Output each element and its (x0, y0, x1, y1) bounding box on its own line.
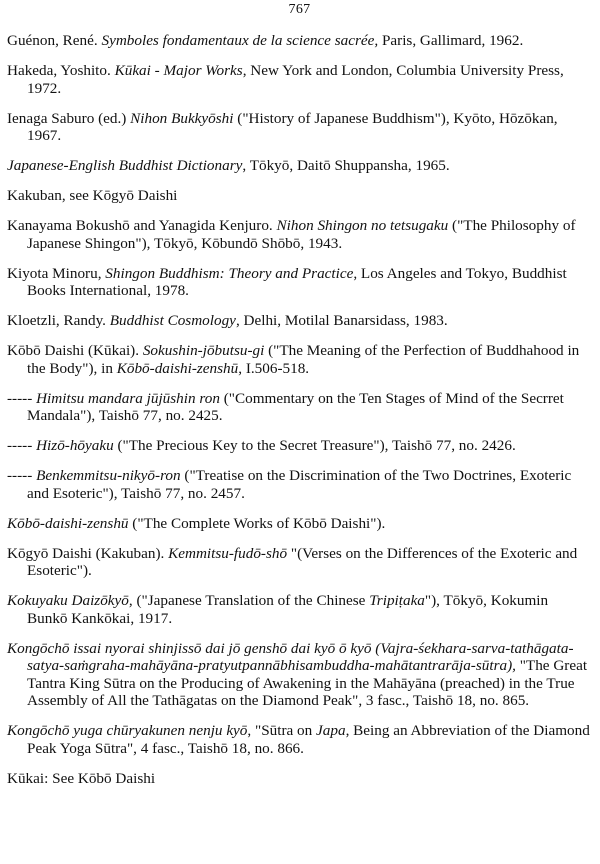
entry-text: , Being an Abbreviation of the Diamond Peak Yoga Sūtra", 4 fasc., Taishō 18, no. 866. (27, 722, 590, 757)
bibliography-entry (7, 390, 592, 425)
entry-text: "(Verses on the Differences of the Exoteric and Esoteric"). (27, 544, 578, 579)
bibliography-entry (7, 217, 592, 252)
bibliography-entry (7, 467, 592, 502)
entry-title-text: Benkemmitsu-nikyō-ron (36, 467, 181, 484)
bibliography-entry (7, 515, 592, 533)
entry-title-text: Kūkai - Major Works (114, 62, 243, 79)
entry-title-text: Kemmitsu-fudō-shō (168, 544, 288, 562)
entry-text: Kiyota Minoru, (7, 264, 106, 282)
entry-title-text: Tripiṭaka (369, 592, 425, 609)
page-number: 767 (288, 2, 311, 17)
entry-text: ----- (7, 467, 37, 484)
entry-text: ----- (7, 437, 37, 454)
entry-title-text: Kōbō-daishi-zenshū (116, 359, 239, 377)
entry-text: , "Sūtra on (247, 722, 317, 739)
entry-title-text: Himitsu mandara jūjūshin ron (36, 389, 220, 407)
entry-title-text: Japanese-English Buddhist Dictionary (7, 157, 243, 174)
bibliography-entry (7, 110, 592, 145)
entry-text: "), Tōkyō, Kokumin Bunkō Kankōkai, 1917. (27, 592, 549, 627)
bibliography-entry (7, 342, 592, 377)
bibliography-entry (7, 722, 592, 757)
entry-text: Kloetzli, Randy. (7, 312, 110, 329)
entry-text: ("The Philosophy of Japanese Shingon"), Tōkyō, Kōbundō Shōbō, 1943. (27, 217, 576, 252)
entry-text: ("The Complete Works of Kōbō Daishi"). (128, 514, 386, 532)
bibliography-entry (7, 32, 592, 50)
entry-text: ("The Precious Key to the Secret Treasure"), Taishō 77, no. 2426. (113, 437, 516, 454)
entry-text: "The Great Tantra King Sūtra on the Producing of Awakening in the Mahāyāna (preached) in the True Assembly of All the Tathāgatas on the Diamond Peak", 3 fasc., Taishō 18, no. 865. (27, 657, 588, 709)
entry-text: Ienaga Saburo (ed.) (7, 109, 131, 127)
entry-text: Kūkai: See Kōbō Daishi (7, 769, 156, 787)
entry-text: Kanayama Bokushō and Yanagida Kenjuro. (7, 217, 277, 234)
entry-text: ("Treatise on the Discrimination of the Two Doctrines, Exoteric and Esoteric"), Taishō 77, no. 2457. (27, 467, 572, 502)
entry-text: Guénon, René. (7, 32, 102, 49)
entry-title-text: Kōbō-daishi-zenshū (7, 514, 129, 532)
entry-title-text: Nihon Bukkyōshi (130, 109, 234, 127)
bibliography-entry (7, 592, 592, 627)
bibliography-entry (7, 265, 592, 300)
entry-text: Hakeda, Yoshito. (7, 62, 115, 79)
entry-text: , Los Angeles and Tokyo, Buddhist Books International, 1978. (27, 264, 567, 299)
entry-text: , New York and London, Columbia University Press, 1972. (27, 62, 564, 97)
bibliography-entry (7, 62, 592, 97)
entry-text: Kōbō Daishi (Kūkai). (7, 342, 143, 359)
entry-text: Kōgyō Daishi (Kakuban). (7, 544, 169, 562)
entry-text: ("History of Japanese Buddhism"), Kyōto, Hōzōkan, 1967. (27, 109, 558, 144)
bibliography-entry (7, 437, 592, 455)
entry-text: ----- (7, 389, 37, 407)
bibliography-list (7, 32, 592, 787)
entry-title-text: Kongōchō issai nyorai shinjissō dai jō genshō dai kyō ō kyō (Vajra-śekhara-sarva-tathāgata-satya-saṁgraha-mahāyāna-pratyutpannābhisambuddha-mahātantrarāja-sūtra), (7, 639, 574, 674)
entry-text: , Delhi, Motilal Banarsidass, 1983. (235, 312, 448, 329)
entry-text: , I.506-518. (238, 359, 310, 377)
bibliography-entry (7, 640, 592, 710)
entry-text: Paris, Gallimard, 1962. (378, 32, 524, 49)
entry-title-text: Kongōchō yuga chūryakunen nenju kyō (7, 722, 248, 739)
bibliography-entry (7, 187, 592, 205)
entry-title-text: Japa (316, 722, 346, 739)
entry-title-text: Kokuyaku Daizōkyō (7, 592, 129, 609)
bibliography-entry (7, 157, 592, 175)
bibliography-entry (7, 312, 592, 330)
entry-title-text: Sokushin-jōbutsu-gi (142, 342, 265, 359)
entry-text: Kakuban, see Kōgyō Daishi (7, 187, 178, 204)
entry-title-text: Buddhist Cosmology (109, 312, 236, 329)
entry-title-text: Symboles fondamentaux de la science sacrée, (101, 32, 379, 49)
entry-text: , Tōkyō, Daitō Shuppansha, 1965. (242, 157, 450, 174)
entry-title-text: Shingon Buddhism: Theory and Practice (105, 264, 354, 282)
entry-text: , ("Japanese Translation of the Chinese (128, 592, 370, 609)
bibliography-entry (7, 770, 592, 788)
entry-text: ("Commentary on the Ten Stages of Mind of the Secrret Mandala"), Taishō 77, no. 2425. (27, 389, 564, 424)
entry-title-text: Nihon Shingon no tetsugaku (276, 217, 449, 234)
entry-text: ("The Meaning of the Perfection of Buddhahood in the Body"), in (27, 342, 580, 377)
bibliography-entry (7, 545, 592, 580)
entry-title-text: Hizō-hōyaku (36, 437, 114, 454)
